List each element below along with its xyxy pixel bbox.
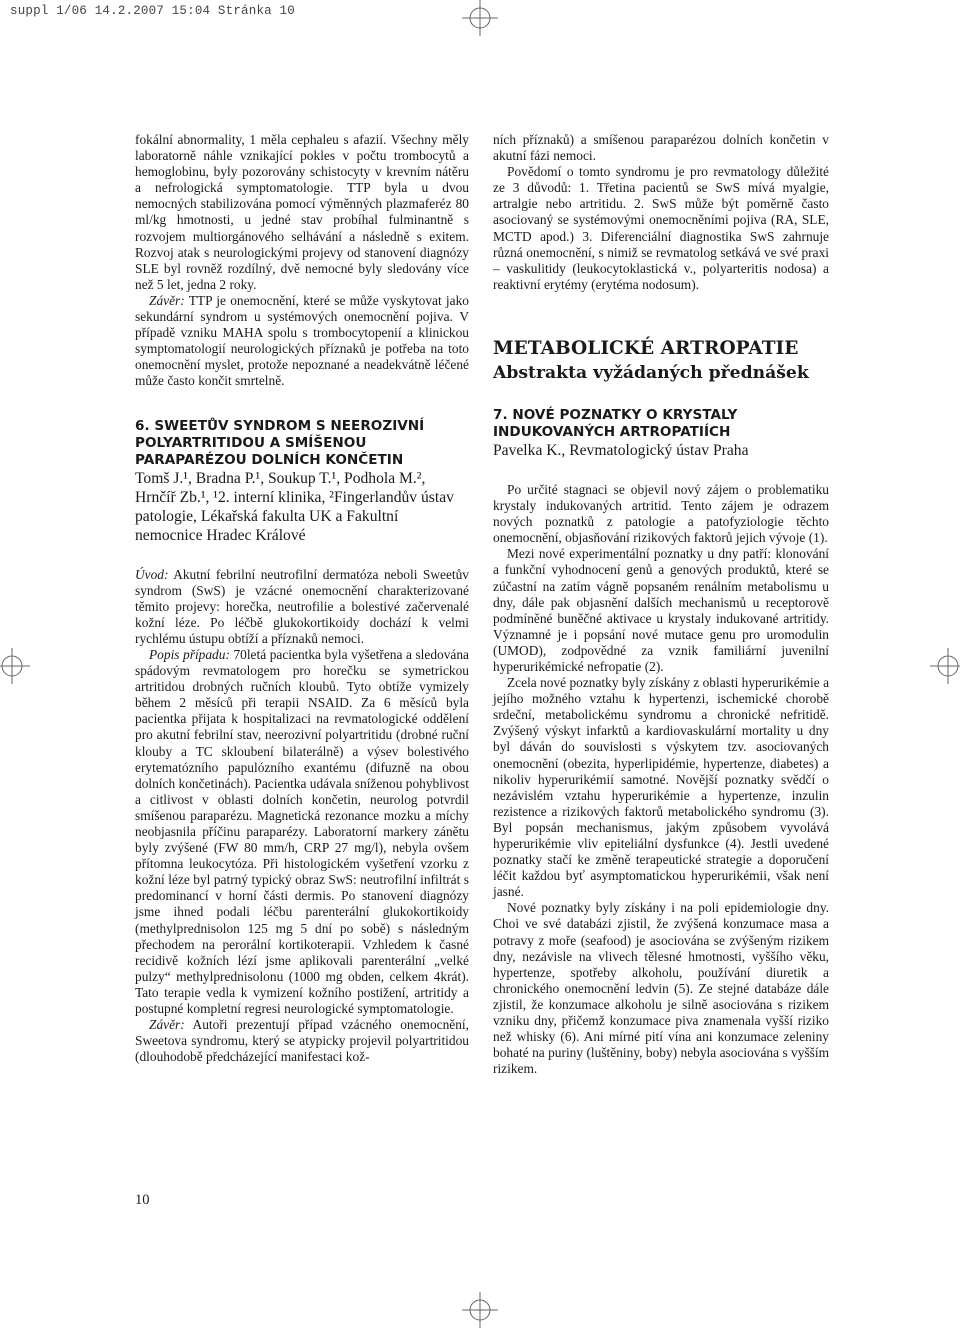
abstract-7-paragraph-3: Zcela nové poznatky byly získány z oblasti hyperurikémie a jejího možného vztahu k hypertenzi, ischemické chorobě srdeční, metabolickému syndromu a chronické nefritidě. Zvýšený výskyt infarktů a kardiovaskulární mortality u dny byl dáván do souvislosti s výskytem tzv. asociovaných onemocnění (obezita, hyperlipidémie, hypertenze, diabetes) a nikoliv hyperurikémií samotné. Novější poznatky svědčí o nezávislém vztahu hyperurikémie a hypertenze, inzulin rezistence a rizikových faktorů metabolického syndromu (3). Byl popsán mechanismus, jakým způsobem vyvolává hyperurikémie vliv epiteliální dysfunkce (4). Jestli uvedené poznatky stačí ke změně terapeutické strategie a doporučení léčit každou byť asymptomatickou hyperurikémii, však není jasné. [493, 675, 830, 900]
registration-mark-top [462, 0, 498, 36]
right-paragraph-1: ních příznaků) a smíšenou paraparézou dolních končetin v akutní fázi nemoci. [493, 132, 829, 164]
conclusion-label: Závěr: [149, 292, 185, 308]
abstract-7-paragraph-4: Nové poznatky byly získány i na poli epidemiologie dny. Choi ve své databázi zjistil, že zvýšená konzumace masa a potravy z moře (seafood) je asociována se zvýšeným rizikem dny, nezávisle na vlivech tělesné hmotnosti, vyššího věku, hypertenze, spotřeby alkoholu, používání diuretik a chronického onemocnění ledvin (5). Ze stejné databáze dále zjistil, že konzumace alkoholu je silně asociována s rizikem vzniku dny, přičemž konzumace piva znamenala vyšší riziko než whisky (6). Ani mírné pití vína ani konzumace zeleniny bohaté na puriny (luštěniny, boby) nebyla asociována s vyšším rizikem. [493, 900, 829, 1077]
print-slug: suppl 1/06 14.2.2007 15:04 Stránka 10 [10, 4, 295, 18]
registration-mark-right [930, 648, 960, 684]
case-text: 70letá pacientka byla vyšetřena a sledována spádovým revmatologem pro horečku se symetrickou artritidou drobných ručních kloubů. Tyto obtíže vymizely během 2 měsíců při terapii NSAID. Za 6 měsíců byla pacientka přijata k hospitalizaci na revmatologické oddělení pro akutní febrilní stav, neerozivní polyartritidu (drobné ruční klouby a TC skloubení bilaterálně) a výsev bolestivého erytematózního papulózního exantému (difuzně na obou dolních končetinách). Pacientka udávala sníženou pohyblivost a citlivost v oblasti dolních končetin, neurolog potvrdil smíšenou paraparézu. Magnetická rezonance mozku a míchy neobjasnila příčinu paraparézy. Laboratorní markery zánětu byly zvýšené (FW 80 mm/h, CRP 27 mg/l), nebyla ovšem přítomna leukocytóza. Při histologickém vyšetření vzorku z kožní léze byl patrný typický obraz SwS: neutrofilní infiltrát s predominancí v horní části dermis. Po stanovení diagnózy jsme ihned podali léčbu parenterální glukokortikoidy (methylprednisolon 125 mg 5 dní po sobě) s následným přechodem na perorální kortikoterapii. Vzhledem k časné recidivě kožních lézí jsme aplikovali parenterální „velké pulzy“ methylprednisolonu (1000 mg obden, celkem 4krát). Tato terapie vedla k vymizení kožního postižení, artritidy a postupné kompletní regresi neurologické symptomatologie. [135, 646, 469, 1017]
case-label: Popis případu: [149, 646, 230, 662]
registration-mark-left [0, 648, 30, 684]
abstract-7-paragraph-1: Po určité stagnaci se objevil nový zájem o problematiku krystaly indukovaných artritid. Tento zájem je odrazem nových poznatků z patologie a patofyziologie těchto onemocnění, objasňování rizikových faktorů jejich vývoje (1). [493, 481, 829, 546]
left-column [135, 132, 469, 1065]
abstract-6-authors: Tomš J.¹, Bradna P.¹, Soukup T.¹, Podhola M.², Hrnčíř Zb.¹, ¹2. interní klinika, ²Fingerlandův ústav patologie, Lékařská fakulta UK a Fakultní nemocnice Hradec Králové [135, 469, 454, 544]
conclusion-text: TTP je onemocnění, které se může vyskytovat jako sekundární syndrom u systémových onemocnění pojiva. V případě vzniku MAHA spolu s trombocytopenií a klinickou symptomatologií neurologických příznaků je potřeba na toto onemocnění myslet, protože nepoznané a neadekvátně léčené může často končit smrtelně. [135, 292, 469, 389]
abstract-7-paragraph-2: Mezi nové experimentální poznatky u dny patří: klonování a funkční vyhodnocení genů a genových produktů, které se zúčastní na zatím vágně popsaném renálním metabolismu u dny, dále pak objasnění dalších mechanismů u receptorově podmíněné buněčné aktivace u krystaly indukované artritidy. Významné je i popsání nové mutace genu pro uromodulin (UMOD), zodpovědné za vznik familiární juvenilní hyperurikémické nefropatie (2). [493, 546, 829, 674]
intro-label: Úvod: [135, 566, 169, 582]
abstract-6-conclusion-text: Autoři prezentují případ vzácného onemocnění, Sweetova syndromu, který se atypicky projevil polyartritidou (dlouhodobě předcházející manifestaci kož- [135, 1017, 469, 1065]
page-number: 10 [135, 1192, 150, 1208]
abstract-7-title: 7. NOVÉ POZNATKY O KRYSTALY INDUKOVANÝCH ARTROPATIÍCH [493, 406, 738, 440]
intro-text: Akutní febrilní neutrofilní dermatóza neboli Sweetův syndrom (SwS) je vzácné onemocnění charakterizované těmito projevy: horečka, neutrofilie a bolestivé začervenalé kožní léze. Po léčbě glukokortikoidy dochází k velmi rychlému ústupu obtíží a příznaků nemoci. [135, 566, 469, 646]
abstract-7-authors: Pavelka K., Revmatologický ústav Praha [493, 441, 749, 459]
abstract-6-conclusion-label: Závěr: [149, 1017, 185, 1033]
left-paragraph-1: fokální abnormality, 1 měla cephaleu s afazií. Všechny měly laboratorně náhle vznikající pokles v počtu trombocytů a hemoglobinu, byly pozorovány schistocyty v krevním nátěru a nefrologická symptomatologie. TTP byla u dvou nemocných stabilizována pomocí výměnných plazmaferéz 80 ml/kg hmotnosti, u jedné stav probíhal fulminantně s rozvojem multiorgánového selhávání a následně s exitem. Rozvoj atak s neurologickými projevy od stanovení diagnózy SLE byl rovněž rozdílný, dvě nemocné byly sledovány více než 5 let, jedna 2 roky. [135, 132, 469, 292]
section-title: METABOLICKÉ ARTROPATIE [493, 337, 799, 359]
right-paragraph-2: Povědomí o tomto syndromu je pro revmatology důležité ze 3 důvodů: 1. Třetina pacientů se SwS mívá myalgie, artralgie nebo artritidu. 2. SwS může být poměrně často asociovaný se systémovými onemocněními pojiva (RA, SLE, MCTD apod.) 3. Diferenciální diagnostika SwS zahrnuje různá onemocnění, s nimiž se revmatolog setkává ve své praxi – vaskulitidy (leukocytoklastická v., polyarteritis nodosa) a reaktivní erytémy (erytéma nodosum). [493, 164, 829, 292]
abstract-6-conclusion [135, 1017, 469, 1065]
abstract-6-intro [135, 567, 469, 647]
section-subtitle: Abstrakta vyžádaných přednášek [493, 362, 809, 383]
right-column [493, 132, 829, 1077]
left-paragraph-2 [135, 293, 469, 390]
registration-mark-bottom [462, 1292, 498, 1328]
abstract-6-case [135, 647, 469, 1017]
abstract-6-title: 6. SWEETŮV SYNDROM S NEEROZIVNÍ POLYARTRITIDOU A SMÍŠENOU PARAPARÉZOU DOLNÍCH KONČETIN [135, 417, 425, 468]
